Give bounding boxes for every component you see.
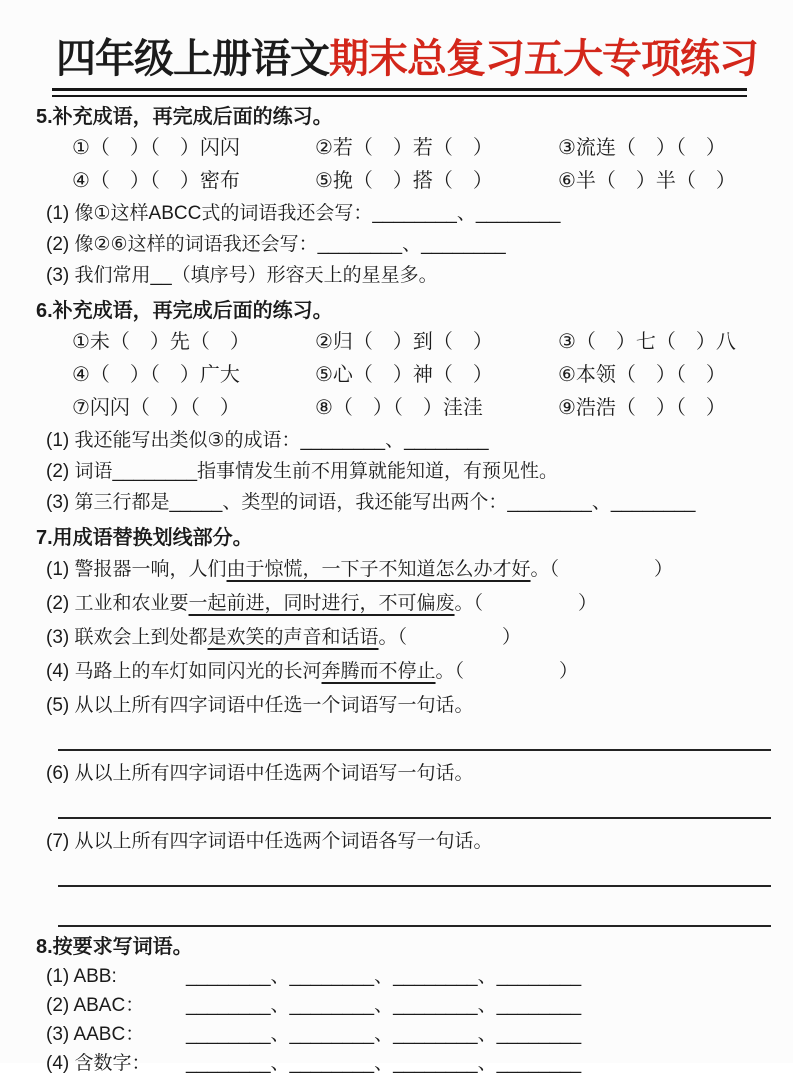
idiom-item-5: ⑤心（ ）神（ ） (315, 364, 493, 386)
idiom-item-6: ⑥半（ ）半（ ） (558, 170, 736, 192)
section-7 (0, 525, 793, 927)
idiom-item-1: ①未（ ）先（ ） (72, 331, 250, 353)
title-course: 四年级上册语文 (56, 37, 329, 81)
section-7-item-3 (46, 621, 773, 655)
idiom-item-2: ②若（ ）若（ ） (315, 137, 493, 159)
page-title (56, 34, 758, 84)
section-8-heading: 8.按要求写词语。 (36, 936, 193, 958)
answer-line (58, 723, 771, 751)
section-8-item-1 (46, 962, 793, 991)
underlined-phrase: 奔腾而不停止 (321, 661, 436, 682)
idiom-item-8: ⑧（ ）（ ）洼洼 (315, 397, 483, 419)
word-type-label: (1) ABB: (46, 966, 117, 987)
idiom-item-6: ⑥本领（ ）（ ） (558, 364, 726, 386)
word-type-label: (4) 含数字： (46, 1053, 151, 1074)
word-blanks: ________、________、________、________ (186, 995, 582, 1016)
answer-line (58, 859, 771, 887)
answer-line (58, 791, 771, 819)
answer-line (58, 893, 771, 927)
answer-bracket: 。（ ） (530, 559, 674, 580)
section-6-grid-row-1 (72, 326, 793, 359)
section-7-item-2 (46, 587, 773, 621)
idiom-item-3: ③流连（ ）（ ） (558, 137, 726, 159)
section-8-item-2 (46, 991, 793, 1020)
idiom-item-9: ⑨浩浩（ ）（ ） (558, 397, 726, 419)
word-blanks: ________、________、________、________ (186, 1053, 582, 1074)
idiom-item-4: ④（ ）（ ）广大 (72, 364, 240, 386)
section-7-heading: 7.用成语替换划线部分。 (36, 527, 253, 549)
section-6-question-3: (3) 第三行都是_____、类型的词语，我还能写出两个：________、________ (46, 492, 696, 513)
sentence-prefix: (3) 联欢会上到处都 (46, 627, 208, 648)
worksheet-header (0, 34, 793, 97)
section-6-question-1: (1) 我还能写出类似③的成语：________、________ (46, 430, 489, 451)
title-double-underline (52, 88, 747, 97)
idiom-item-3: ③（ ）七（ ）八 (558, 331, 736, 353)
section-5-question-1: (1) 像①这样ABCC式的词语我还会写：________、________ (46, 203, 561, 224)
word-type-label: (3) AABC： (46, 1024, 145, 1045)
title-topic: 期末总复习五大专项练习 (329, 37, 758, 81)
sentence-prefix: (2) 工业和农业要 (46, 593, 189, 614)
section-8 (0, 934, 793, 1078)
section-7-item-7: (7) 从以上所有四字词语中任选两个词语各写一句话。 (46, 831, 493, 852)
section-6-grid-row-2 (72, 359, 793, 392)
section-6 (0, 298, 793, 518)
section-6-heading: 6.补充成语，再完成后面的练习。 (36, 300, 333, 322)
idiom-item-7: ⑦闪闪（ ）（ ） (72, 397, 240, 419)
section-5-grid-row-2 (72, 165, 793, 198)
answer-bracket: 。（ ） (378, 627, 522, 648)
sentence-prefix: (4) 马路上的车灯如同闪光的长河 (46, 661, 322, 682)
answer-bracket: 。（ ） (454, 593, 598, 614)
section-5-heading: 5.补充成语，再完成后面的练习。 (36, 106, 333, 128)
section-5-question-3: (3) 我们常用__（填序号）形容天上的星星多。 (46, 265, 438, 286)
underlined-phrase: 一起前进，同时进行，不可偏废 (188, 593, 455, 614)
section-7-item-5: (5) 从以上所有四字词语中任选一个词语写一句话。 (46, 695, 474, 716)
word-type-label: (2) ABAC： (46, 995, 145, 1016)
idiom-item-4: ④（ ）（ ）密布 (72, 170, 240, 192)
idiom-item-2: ②归（ ）到（ ） (315, 331, 493, 353)
section-7-item-6: (6) 从以上所有四字词语中任选两个词语写一句话。 (46, 763, 474, 784)
section-8-item-3 (46, 1020, 793, 1049)
answer-bracket: 。（ ） (435, 661, 579, 682)
underlined-phrase: 由于惊慌，一下子不知道怎么办才好 (226, 559, 531, 580)
section-5-grid-row-1 (72, 132, 793, 165)
idiom-item-5: ⑤挽（ ）搭（ ） (315, 170, 493, 192)
section-8-item-4 (46, 1049, 793, 1078)
section-6-question-2: (2) 词语________指事情发生前不用算就能知道，有预见性。 (46, 461, 559, 482)
section-7-item-4 (46, 655, 773, 689)
underlined-phrase: 是欢笑的声音和话语 (207, 627, 379, 648)
section-6-grid-row-3 (72, 392, 793, 425)
section-7-item-1 (46, 553, 773, 587)
section-5 (0, 104, 793, 291)
word-blanks: ________、________、________、________ (186, 966, 582, 987)
word-blanks: ________、________、________、________ (186, 1024, 582, 1045)
idiom-item-1: ①（ ）（ ）闪闪 (72, 137, 240, 159)
section-5-question-2: (2) 像②⑥这样的词语我还会写：________、________ (46, 234, 506, 255)
sentence-prefix: (1) 警报器一响，人们 (46, 559, 227, 580)
